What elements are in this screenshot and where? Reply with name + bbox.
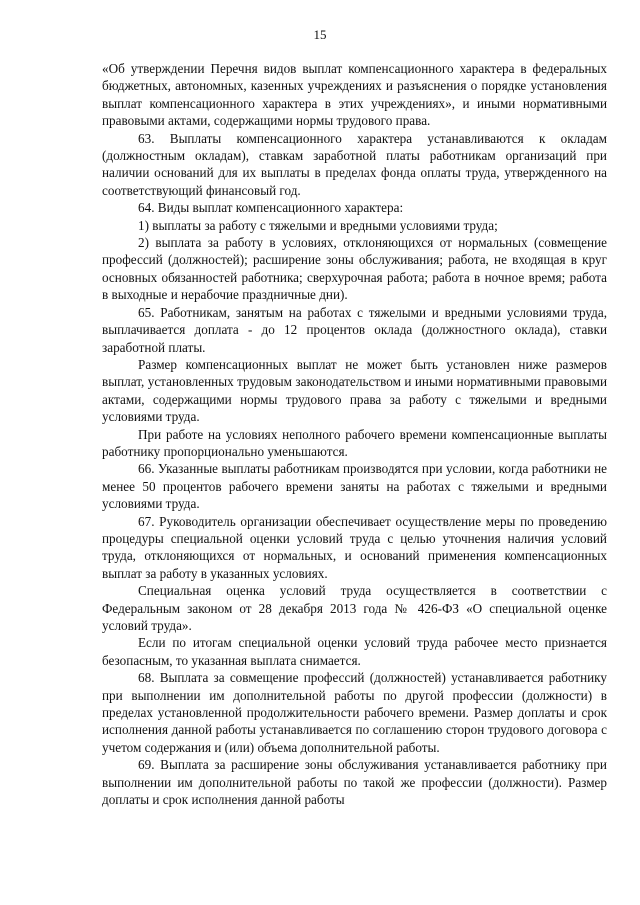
- paragraph-69: 69. Выплата за расширение зоны обслуживания устанавливается работнику при выполнении им дополнительной работы по такой же профессии (должности). Размер доплаты и срок исполнения данной работы: [102, 757, 607, 808]
- paragraph-64: 64. Виды выплат компенсационного характера:: [138, 200, 404, 216]
- list-item-1: 1) выплаты за работу с тяжелыми и вредными условиями труда;: [138, 217, 498, 233]
- paragraph-65-part-time: При работе на условиях неполного рабочего времени компенсационные выплаты работнику пропорционально уменьшаются.: [102, 426, 607, 459]
- paragraph-68: 68. Выплата за совмещение профессий (должностей) устанавливается работнику при выполнении им дополнительной работы по другой профессии (должности) в пределах установленной продолжительности рабочего времени. Размер доплаты и срок исполнения данной работы устанавливается по соглашению сторон трудового договора с учетом содержания и (или) объема дополнительной работы.: [102, 670, 607, 755]
- paragraph-65-size: Размер компенсационных выплат не может быть установлен ниже размеров выплат, установленных трудовым законодательством и иными нормативными правовыми актами, содержащими нормы трудового права за работу с тяжелыми и вредными условиями труда.: [102, 356, 607, 425]
- paragraph-continuation: «Об утверждении Перечня видов выплат компенсационного характера в федеральных бюджетных, автономных, казенных учреждениях и разъяснения о порядке установления выплат компенсационного характера в этих учреждениях», и иными нормативными правовыми актами, содержащими нормы трудового права.: [102, 61, 607, 129]
- paragraph-65: 65. Работникам, занятым на работах с тяжелыми и вредными условиями труда, выплачивается доплата - до 12 процентов оклада (должностного оклада), ставки заработной платы.: [102, 304, 607, 355]
- paragraph-66: 66. Указанные выплаты работникам производятся при условии, когда работники не менее 50 процентов рабочего времени заняты на работах с тяжелыми и вредными условиями труда.: [102, 461, 607, 512]
- paragraph-67-assessment: Специальная оценка условий труда осуществляется в соответствии с Федеральным законом от 28 декабря 2013 года № 426-ФЗ «О специальной оценке условий труда».: [102, 583, 607, 633]
- paragraph-67-safe: Если по итогам специальной оценки условий труда рабочее место признается безопасным, то указанная выплата снимается.: [102, 635, 607, 668]
- page-number: 15: [313, 27, 327, 42]
- document-body: [102, 60, 607, 808]
- list-item-2: 2) выплата за работу в условиях, отклоняющихся от нормальных (совмещение профессий (должностей); расширение зоны обслуживания; работа, не входящая в круг основных обязанностей работника; сверхурочная работа; работа в ночное время; работа в выходные и нерабочие праздничные дни).: [102, 235, 607, 303]
- paragraph-63: 63. Выплаты компенсационного характера устанавливаются к окладам (должностным окладам), ставкам заработной платы работникам организаций при наличии оснований для их выплаты в пределах фонда оплаты труда, утвержденного на соответствующий финансовый год.: [102, 130, 607, 198]
- paragraph-67: 67. Руководитель организации обеспечивает осуществление меры по проведению процедуры специальной оценки условий труда с целью уточнения наличия условий труда, отклоняющихся от нормальных, и оснований применения компенсационных выплат за работу в указанных условиях.: [102, 513, 607, 581]
